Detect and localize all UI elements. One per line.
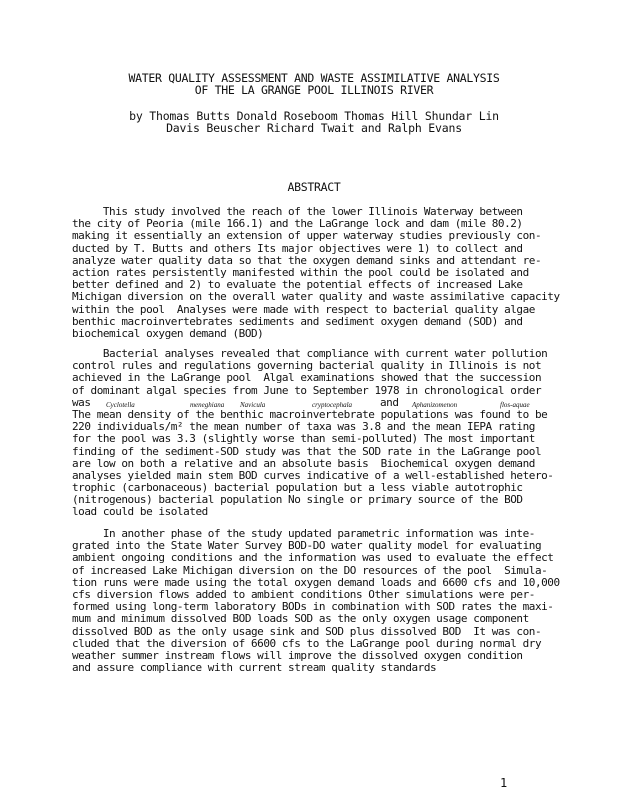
text-line: In another phase of the study updated parametric information was inte- xyxy=(72,527,535,540)
text-line: action rates persistently manifested within the pool could be isolated and xyxy=(72,265,529,279)
taxa-lead-word: was xyxy=(72,395,91,409)
text-line: analyses yielded main stem BOD curves indicative of a well-established hetero- xyxy=(72,468,554,482)
text-line: analyze water quality data so that the oxygen demand sinks and attendant re- xyxy=(72,253,542,267)
taxon-name: Navicula xyxy=(240,400,266,409)
text-line: better defined and 2) to evaluate the potential effects of increased Lake xyxy=(72,278,523,292)
text-line: for the pool was 3.3 (slightly worse than semi-polluted) The most important xyxy=(72,432,535,446)
taxon-name: flos-aquae xyxy=(500,400,530,409)
text-line: The mean density of the benthic macroinvertebrate populations was found to be xyxy=(72,407,548,421)
text-line: the city of Peoria (mile 166.1) and the LaGrange lock and dam (mile 80.2) xyxy=(72,217,523,231)
text-line: trophic (carbonaceous) bacterial population but a less viable autotrophic xyxy=(72,481,523,495)
title-line: OF THE LA GRANGE POOL ILLINOIS RIVER xyxy=(194,83,434,98)
document-title xyxy=(60,72,568,96)
text-line: cfs diversion flows added to ambient conditions Other simulations were per- xyxy=(72,587,535,601)
text-line: achieved in the LaGrange pool Algal examinations showed that the succession xyxy=(72,371,542,385)
abstract-paragraph-1 xyxy=(72,206,564,340)
text-line: tion runs were made using the total oxygen demand loads and 6600 cfs and 10,000 xyxy=(72,575,560,589)
taxa-conjunction: and xyxy=(380,395,399,409)
text-line: finding of the sediment-SOD study was that the SOD rate in the LaGrange pool xyxy=(72,444,542,458)
taxa-line xyxy=(72,397,564,409)
abstract-paragraph-2 xyxy=(72,348,564,519)
author-line: by Thomas Butts Donald Roseboom Thomas Hill Shundar Lin xyxy=(129,109,499,123)
text-line: benthic macroinvertebrates sediments and sediment oxygen demand (SOD) and xyxy=(72,314,523,328)
text-line: ducted by T. Butts and others Its major objectives were 1) to collect and xyxy=(72,241,523,255)
text-line: making it essentially an extension of upper waterway studies previously con- xyxy=(72,229,542,243)
text-line: are low on both a relative and an absolute basis Biochemical oxygen demand xyxy=(72,456,535,470)
taxon-name: meneghiana xyxy=(190,400,225,409)
text-line: formed using long-term laboratory BODs in combination with SOD rates the maxi- xyxy=(72,600,554,614)
abstract-heading: ABSTRACT xyxy=(287,180,341,194)
text-line: load could be isolated xyxy=(72,505,208,519)
text-line: of increased Lake Michigan diversion on the DO resources of the pool Simula- xyxy=(72,563,548,577)
taxon-name: Aphanizomenon xyxy=(412,400,458,409)
text-line: ambient ongoing conditions and the information was used to evaluate the effect xyxy=(72,551,554,565)
text-line: within the pool Analyses were made with respect to bacterial quality algae xyxy=(72,302,535,316)
taxon-name: cryptocephala xyxy=(312,400,353,409)
text-line: of dominant algal species from June to September 1978 in chronological order xyxy=(72,383,542,397)
text-line: biochemical oxygen demand (BOD) xyxy=(72,326,264,340)
text-line: and assure compliance with current stream quality standards xyxy=(72,661,437,675)
text-line: Bacterial analyses revealed that compliance with current water pollution xyxy=(72,347,548,360)
page-number: 1 xyxy=(500,776,508,790)
title-line: WATER QUALITY ASSESSMENT AND WASTE ASSIMILATIVE ANALYSIS xyxy=(128,71,500,85)
text-line: grated into the State Water Survey BOD-DO water quality model for evaluating xyxy=(72,539,542,553)
text-line: This study involved the reach of the lower Illinois Waterway between xyxy=(72,205,523,218)
text-line: control rules and regulations governing bacterial quality in Illinois is not xyxy=(72,359,542,373)
author-list xyxy=(60,110,568,134)
abstract-paragraph-3 xyxy=(72,528,564,674)
author-line: Davis Beuscher Richard Twait and Ralph Evans xyxy=(166,121,462,136)
text-line: (nitrogenous) bacterial population No single or primary source of the BOD xyxy=(72,493,523,507)
text-line: 220 individuals/m² the mean number of taxa was 3.8 and the mean IEPA rating xyxy=(72,420,535,434)
text-line: mum and minimum dissolved BOD loads SOD as the only oxygen usage component xyxy=(72,612,529,626)
taxon-name: Cyclotella xyxy=(106,400,135,409)
text-line: cluded that the diversion of 6600 cfs to the LaGrange pool during normal dry xyxy=(72,636,542,650)
text-line: dissolved BOD as the only usage sink and SOD plus dissolved BOD It was con- xyxy=(72,624,542,638)
text-line: Michigan diversion on the overall water quality and waste assimilative capacity xyxy=(72,290,560,304)
text-line: weather summer instream flows will improve the dissolved oxygen condition xyxy=(72,648,523,662)
